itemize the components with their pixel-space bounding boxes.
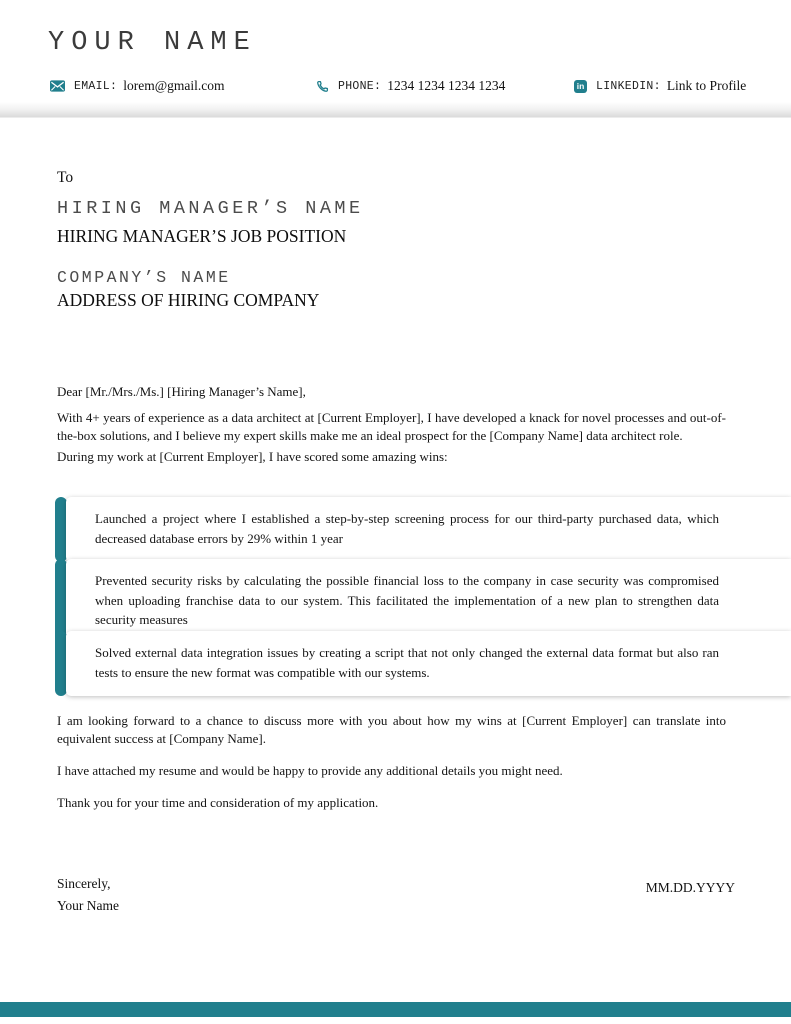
- signoff: Sincerely,: [57, 876, 111, 891]
- highlight-text: Launched a project where I established a step-by-step screening process for our third-party purchased data, which decreased database errors by 29% within 1 year: [66, 497, 791, 562]
- phone-label: PHONE:: [338, 79, 382, 93]
- to-label: To: [57, 169, 74, 186]
- highlight-card: [55, 497, 791, 562]
- highlight-card: [55, 631, 791, 696]
- closing-paragraph-1: I am looking forward to a chance to discuss more with you about how my wins at [Current Employer] can translate into equivalent success at [Company Name].: [57, 713, 726, 747]
- linkedin-label: LINKEDIN:: [596, 79, 661, 93]
- phone-icon: [316, 80, 329, 93]
- company-name: COMPANY’S NAME: [57, 268, 231, 287]
- linkedin-profile-link[interactable]: Link to Profile: [666, 78, 747, 93]
- letter-date: MM.DD.YYYY: [645, 880, 735, 895]
- page-title: YOUR NAME: [48, 28, 257, 58]
- phone-value: 1234 1234 1234 1234: [387, 78, 506, 93]
- salutation: Dear [Mr./Mrs./Ms.] [Hiring Manager’s Name],: [57, 384, 306, 399]
- wins-lead-paragraph: During my work at [Current Employer], I have scored some amazing wins:: [57, 449, 448, 464]
- phone-contact: [316, 78, 505, 94]
- linkedin-icon: [574, 80, 587, 93]
- highlight-text: Prevented security risks by calculating the possible financial loss to the company in case security was compromised when uploading franchise data to our system. This facilitated the implementation of a new plan to strengthen data security measures: [66, 559, 791, 644]
- email-value: lorem@gmail.com: [123, 78, 225, 93]
- header-divider: [0, 102, 791, 118]
- hiring-manager-name: HIRING MANAGER’S NAME: [57, 198, 364, 219]
- highlight-text: Solved external data integration issues by creating a script that not only changed the external data format but also ran tests to ensure the new format was compatible with our systems.: [66, 631, 791, 696]
- linkedin-contact: [574, 78, 746, 94]
- company-address: ADDRESS OF HIRING COMPANY: [57, 290, 320, 310]
- closing-paragraph-2: I have attached my resume and would be happy to provide any additional details you might need.: [57, 763, 563, 778]
- closing-paragraph-3: Thank you for your time and consideration of my application.: [57, 795, 379, 810]
- email-contact: [50, 78, 225, 94]
- envelope-icon: [50, 80, 65, 92]
- email-label: EMAIL:: [74, 79, 118, 93]
- intro-paragraph: With 4+ years of experience as a data architect at [Current Employer], I have developed a knack for novel processes and out-of-the-box solutions, and I believe my expert skills make me an ideal prospect for the [Company Name] data architect role.: [57, 410, 726, 444]
- signature-name: Your Name: [57, 898, 120, 913]
- linkedin-badge-text: in: [574, 80, 587, 93]
- footer-accent-bar: [0, 1002, 791, 1017]
- hiring-manager-position: HIRING MANAGER’S JOB POSITION: [57, 226, 347, 246]
